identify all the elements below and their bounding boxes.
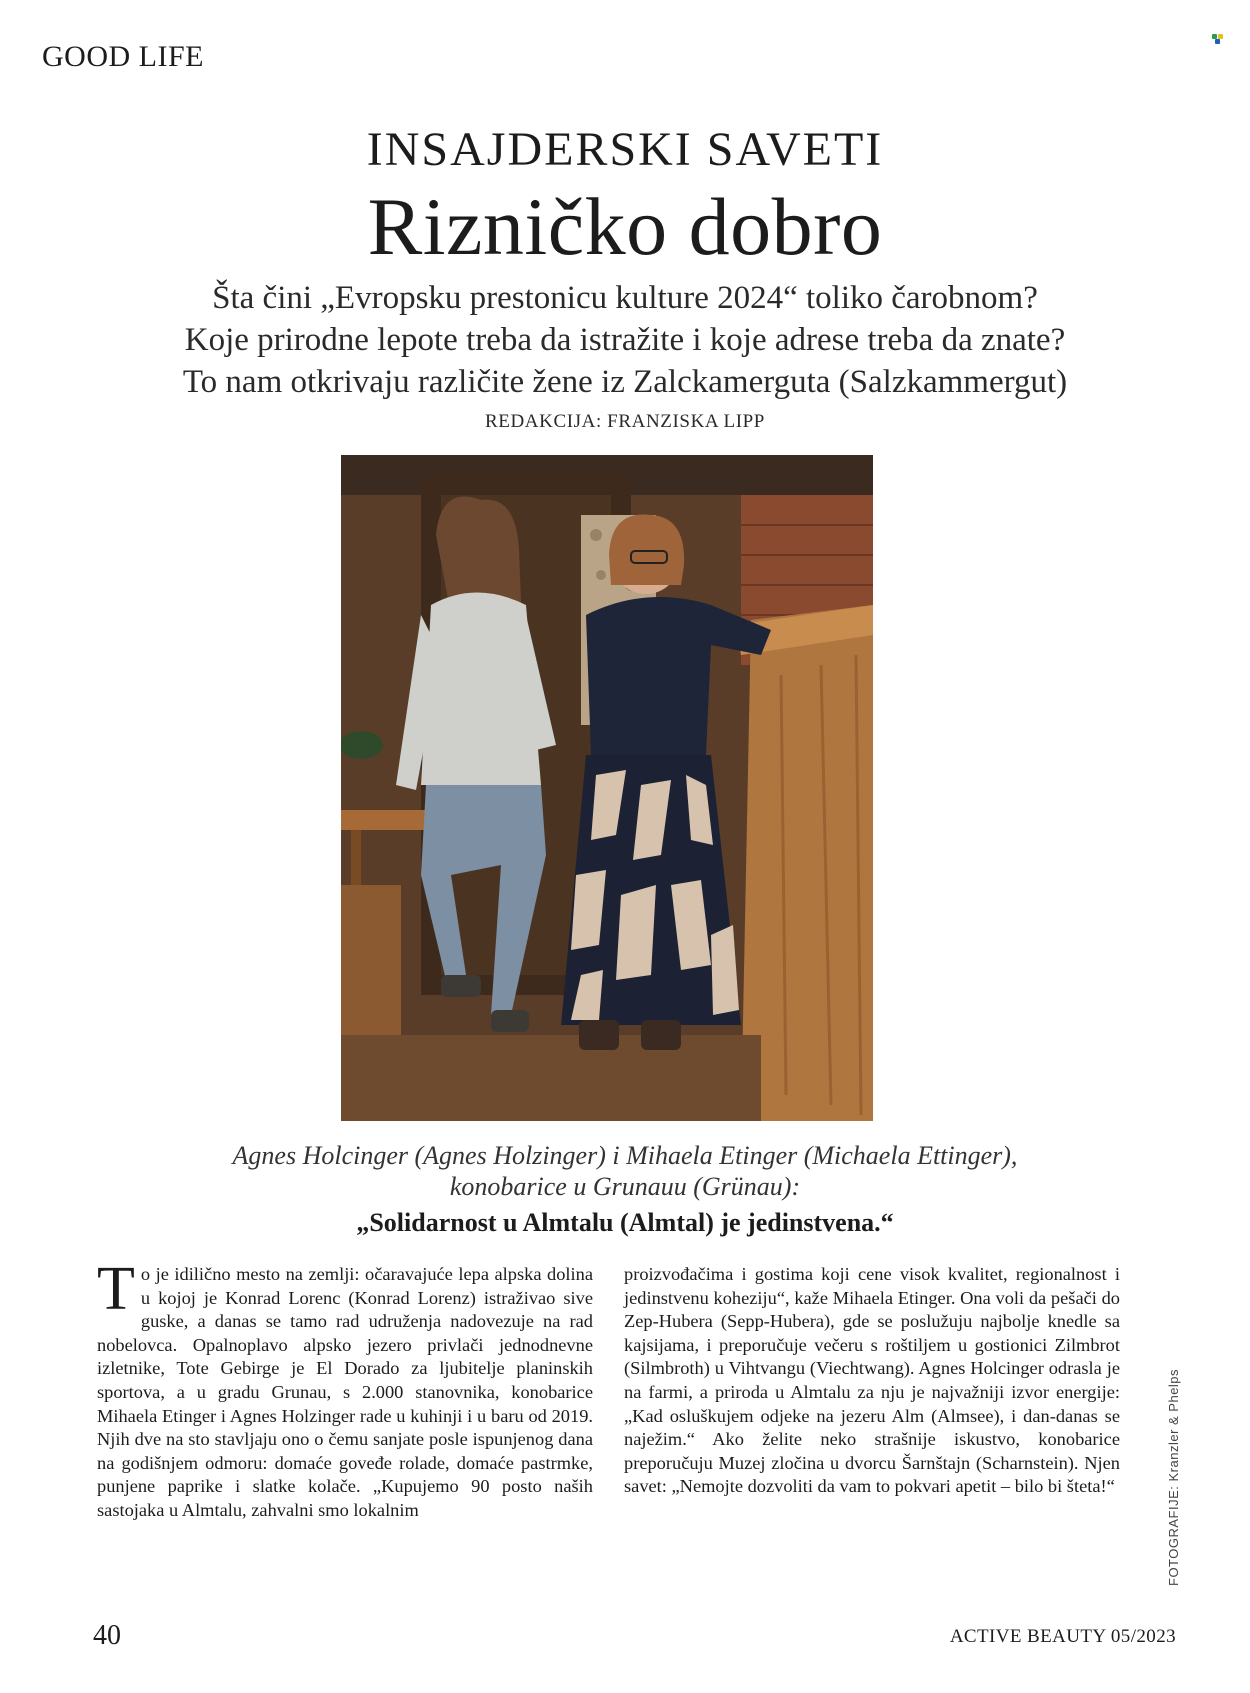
article-kicker: INSAJDERSKI SAVETI [366, 123, 884, 176]
pull-quote: „Solidarnost u Almtalu (Almtal) je jedinstvena.“ [356, 1208, 894, 1237]
photo-caption [0, 1140, 1250, 1202]
dek-line: To nam otkrivaju različite žene iz Zalckamerguta (Salzkammergut) [182, 364, 1068, 400]
caption-line: konobarice u Grunauu (Grünau): [449, 1172, 801, 1201]
color-registration-mark [1212, 34, 1224, 44]
page-number: 40 [93, 1620, 121, 1651]
body-paragraph [97, 1255, 593, 1523]
photo-illustration [341, 455, 873, 1121]
photo-credit: FOTOGRAFIJE: Kranzler & Phelps [1166, 1368, 1181, 1586]
article-byline: REDAKCIJA: FRANZISKA LIPP [485, 411, 765, 432]
body-column-right [624, 1263, 1120, 1499]
caption-line: Agnes Holcinger (Agnes Holzinger) i Mihaela Etinger (Michaela Ettinger), [232, 1141, 1018, 1170]
publication-footer: ACTIVE BEAUTY 05/2023 [949, 1626, 1176, 1647]
article-dek [40, 277, 1210, 403]
article-headline: Rizničko dobro [367, 181, 883, 272]
body-text: o je idilično mesto na zemlji: očaravajuće lepa alpska dolina u kojoj je Konrad Lorenc (Konrad Lorenz) istraživao sive guske, a danas se tamo rad udruženja nadovezuje na rad nobelovca. Opalnoplavo alpsko jezero privlači jednodnevne izletnike, Tote Gebirge je El Dorado za ljubitelje planinskih sportova, a u gradu Grunau, s 2.000 stanovnika, konobarice Mihaela Etinger i Agnes Holzinger rade u kuhinji i u baru od 2019. Njih dve na sto stavljaju ono o čemu sanjate posle ispunjenog dana na godišnjem odmoru: domaće goveđe rolade, domaće pastrmke, punjene paprike i slatke kolače. „Kupujemo 90 posto naših sastojaka u Almtalu, zahvalni smo lokalnim [97, 1264, 593, 1520]
body-text: proizvođačima i gostima koji cene visok kvalitet, regionalnost i jedinstvenu koheziju“, kaže Mihaela Etinger. Ona voli da pešači do Zep-Hubera (Sepp-Hubera), gde se poslužuju najbolje knedle sa kajsijama, i preporučuje večeru s roštiljem u gostionici Zilmbrot (Silmbroth) u Vihtvangu (Viechtwang). Agnes Holcinger odrasla je na farmi, a priroda u Almtalu za nju je najvažniji izvor energije: „Kad osluškujem odjeke na jezeru Alm (Almsee), i dan-danas se naježim.“ Ako želite neko strašnije iskustvo, konobarice preporučuju Muzej zločina u dvorcu Šarnštajn (Scharnstein). Njen savet: „Nemojte dozvoliti da vam to pokvari apetit – bilo bi šteta!“ [624, 1264, 1120, 1497]
registration-dot-blue [1215, 39, 1220, 44]
two-women-in-wooden-interior-photo [341, 455, 873, 1121]
drop-cap: T [97, 1255, 135, 1323]
section-label: GOOD LIFE [42, 40, 204, 73]
body-column-left [97, 1255, 593, 1523]
dek-line: Koje prirodne lepote treba da istražite i koje adrese treba da znate? [184, 322, 1066, 358]
dek-line: Šta čini „Evropsku prestonicu kulture 2024“ toliko čarobnom? [212, 280, 1038, 316]
